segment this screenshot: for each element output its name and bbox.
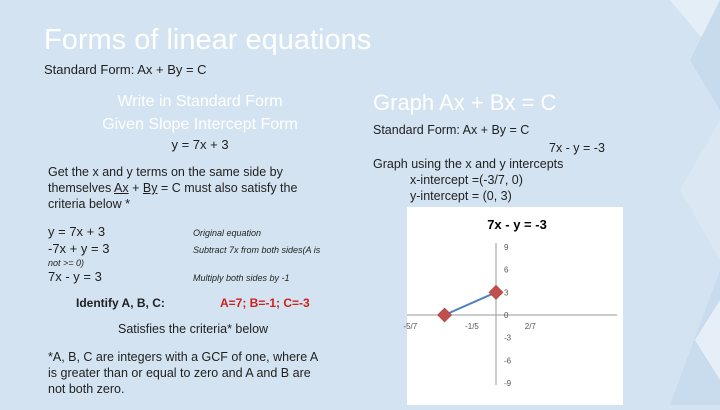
data-point-marker — [438, 308, 452, 322]
instruction-line3: criteria below * — [48, 197, 130, 211]
criteria-line1: *A, B, C are integers with a GCF of one, where A — [48, 350, 319, 364]
given-equation: y = 7x + 3 — [171, 137, 229, 152]
identify-label: Identify A, B, C: — [76, 296, 165, 310]
y-tick-label: 0 — [504, 311, 509, 320]
instruction-line2 — [48, 180, 348, 196]
left-heading-line2: Given Slope Intercept Form — [102, 116, 298, 133]
data-point-marker — [489, 285, 503, 299]
criteria-paragraph — [48, 349, 368, 397]
step3-equation: 7x - y = 3 — [48, 269, 102, 284]
chart-title: 7x - y = -3 — [487, 217, 547, 232]
step3-note: Multiply both sides by -1 — [193, 273, 290, 283]
instruction-text: themselves — [48, 181, 115, 195]
x-intercept-text: x-intercept =(-3/7, 0) — [410, 173, 523, 187]
underlined-by: By — [142, 181, 158, 195]
step1-equation: y = 7x + 3 — [48, 224, 106, 239]
y-tick-label: 9 — [504, 243, 509, 252]
satisfies-text: Satisfies the criteria* below — [118, 322, 269, 336]
x-tick-label: 2/7 — [524, 322, 536, 331]
underlined-ax: Ax — [114, 181, 129, 195]
instruction-paragraph — [48, 164, 348, 212]
instruction-text: = C must also satisfy the — [157, 181, 298, 195]
y-tick-label: 6 — [504, 265, 509, 275]
right-equation: 7x - y = -3 — [549, 141, 605, 155]
x-tick-label: -5/7 — [403, 322, 418, 331]
graph-using-text: Graph using the x and y intercepts — [373, 157, 564, 171]
slide-subtitle: Standard Form: Ax + By = C — [44, 62, 207, 77]
step2-equation: -7x + y = 3 — [48, 241, 110, 256]
step2-note-cont: not >= 0) — [48, 258, 85, 268]
y-tick-label: 3 — [504, 288, 509, 298]
identify-values: A=7; B=-1; C=-3 — [220, 296, 310, 310]
y-tick-label: -9 — [504, 379, 512, 388]
criteria-line3: not both zero. — [48, 382, 125, 396]
intercept-graph — [403, 207, 623, 405]
y-tick-label: -3 — [504, 333, 512, 343]
slide-title: Forms of linear equations — [44, 24, 372, 56]
instruction-line1: Get the x and y terms on the same side by — [48, 165, 283, 179]
criteria-line2: is greater than or equal to zero and A and B are — [48, 366, 311, 380]
x-tick-label: -1/5 — [465, 322, 479, 331]
chart-svg — [403, 207, 623, 405]
chart-marks — [438, 285, 504, 322]
step2-note: Subtract 7x from both sides(A is — [193, 245, 321, 255]
standard-form-text: Standard Form: Ax + By = C — [373, 123, 530, 137]
left-heading-line1: Write in Standard Form — [117, 93, 283, 110]
y-tick-label: -6 — [504, 356, 512, 366]
step1-note: Original equation — [193, 228, 262, 238]
y-intercept-text: y-intercept = (0, 3) — [410, 189, 512, 203]
instruction-text: + — [128, 181, 143, 195]
graph-heading: Graph Ax + Bx = C — [373, 90, 557, 115]
series-line — [445, 292, 496, 315]
decorative-shapes — [640, 0, 720, 405]
